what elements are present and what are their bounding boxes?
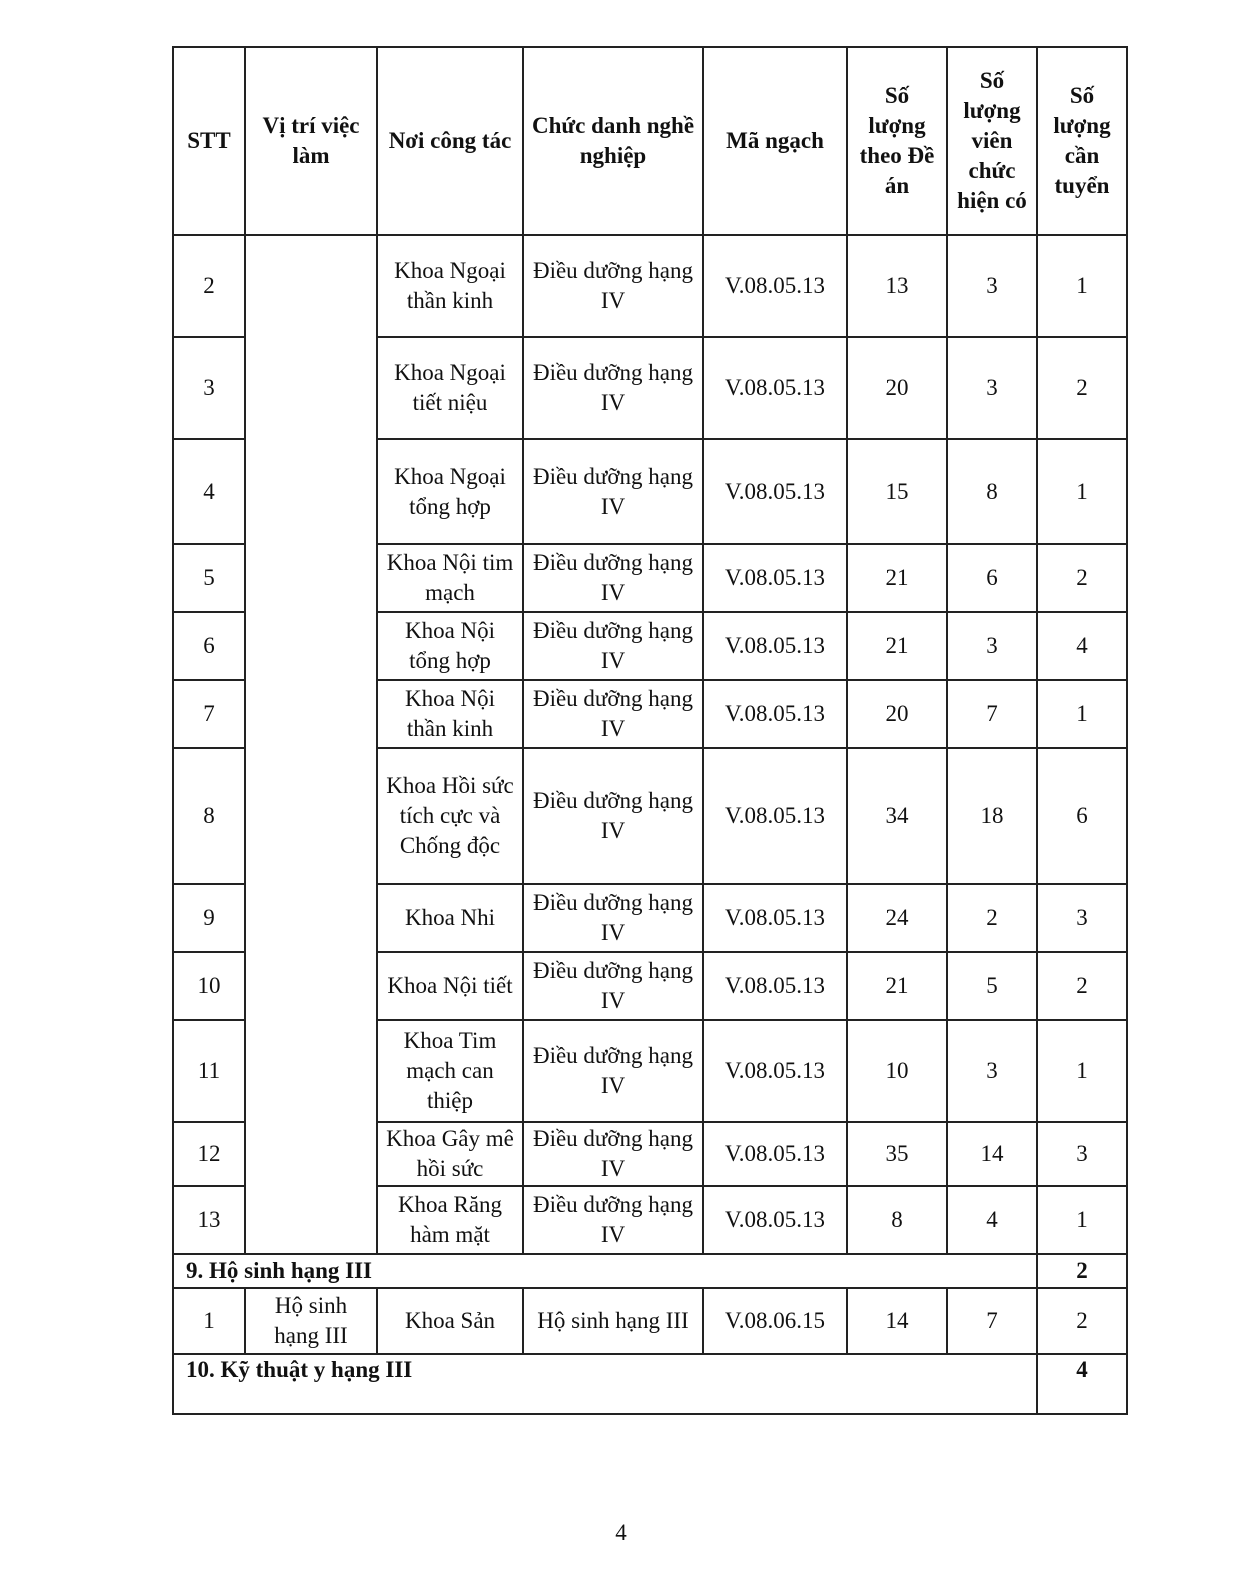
cell-chuc-danh: Điều dưỡng hạng IV xyxy=(523,235,703,337)
cell-so-luong-can-tuyen: 3 xyxy=(1037,1122,1127,1186)
header-row xyxy=(173,47,1127,235)
cell-stt: 4 xyxy=(173,439,245,544)
cell-ma-ngach: V.08.05.13 xyxy=(703,1186,847,1254)
cell-chuc-danh: Điều dưỡng hạng IV xyxy=(523,1020,703,1122)
cell-vi-tri xyxy=(245,235,377,1254)
cell-stt: 11 xyxy=(173,1020,245,1122)
cell-so-luong-de-an: 24 xyxy=(847,884,947,952)
cell-noi-cong-tac: Khoa Hồi sức tích cực và Chống độc xyxy=(377,748,523,884)
cell-so-luong-de-an: 8 xyxy=(847,1186,947,1254)
cell-so-luong-can-tuyen: 3 xyxy=(1037,884,1127,952)
cell-noi: Khoa Sản xyxy=(377,1288,523,1354)
cell-chuc-danh: Hộ sinh hạng III xyxy=(523,1288,703,1354)
cell-ma-ngach: V.08.05.13 xyxy=(703,337,847,439)
cell-stt: 2 xyxy=(173,235,245,337)
cell-so-luong-can-tuyen: 2 xyxy=(1037,337,1127,439)
cell-ma-ngach: V.08.05.13 xyxy=(703,1122,847,1186)
cell-stt: 8 xyxy=(173,748,245,884)
cell-so-luong-can-tuyen: 4 xyxy=(1037,612,1127,680)
cell-stt: 12 xyxy=(173,1122,245,1186)
header-so-luong-hien-co: Số lượng viên chức hiện có xyxy=(947,47,1037,235)
cell-hien-co: 7 xyxy=(947,1288,1037,1354)
cell-so-luong-can-tuyen: 2 xyxy=(1037,952,1127,1020)
cell-noi-cong-tac: Khoa Nội thần kinh xyxy=(377,680,523,748)
cell-so-luong-can-tuyen: 1 xyxy=(1037,680,1127,748)
header-ma-ngach: Mã ngạch xyxy=(703,47,847,235)
header-vi-tri: Vị trí việc làm xyxy=(245,47,377,235)
cell-noi-cong-tac: Khoa Nội tổng hợp xyxy=(377,612,523,680)
cell-noi-cong-tac: Khoa Nhi xyxy=(377,884,523,952)
cell-stt: 1 xyxy=(173,1288,245,1354)
cell-chuc-danh: Điều dưỡng hạng IV xyxy=(523,439,703,544)
cell-stt: 6 xyxy=(173,612,245,680)
cell-so-luong-hien-co: 4 xyxy=(947,1186,1037,1254)
cell-so-luong-hien-co: 2 xyxy=(947,884,1037,952)
cell-de-an: 14 xyxy=(847,1288,947,1354)
cell-so-luong-hien-co: 14 xyxy=(947,1122,1037,1186)
header-stt: STT xyxy=(173,47,245,235)
cell-ma-ngach: V.08.05.13 xyxy=(703,884,847,952)
cell-so-luong-de-an: 21 xyxy=(847,544,947,612)
cell-stt: 7 xyxy=(173,680,245,748)
cell-ma: V.08.06.15 xyxy=(703,1288,847,1354)
cell-noi-cong-tac: Khoa Nội tiết xyxy=(377,952,523,1020)
section-title: 10. Kỹ thuật y hạng III xyxy=(173,1354,1037,1414)
cell-so-luong-hien-co: 18 xyxy=(947,748,1037,884)
cell-chuc-danh: Điều dưỡng hạng IV xyxy=(523,612,703,680)
cell-noi-cong-tac: Khoa Ngoại tiết niệu xyxy=(377,337,523,439)
cell-ma-ngach: V.08.05.13 xyxy=(703,544,847,612)
cell-chuc-danh: Điều dưỡng hạng IV xyxy=(523,748,703,884)
page-number: 4 xyxy=(615,1520,627,1545)
table-row xyxy=(173,1288,1127,1354)
section-row xyxy=(173,1354,1127,1414)
cell-stt: 5 xyxy=(173,544,245,612)
cell-so-luong-de-an: 21 xyxy=(847,952,947,1020)
cell-so-luong-hien-co: 3 xyxy=(947,612,1037,680)
cell-so-luong-de-an: 20 xyxy=(847,680,947,748)
cell-chuc-danh: Điều dưỡng hạng IV xyxy=(523,544,703,612)
cell-so-luong-de-an: 21 xyxy=(847,612,947,680)
cell-noi-cong-tac: Khoa Tim mạch can thiệp xyxy=(377,1020,523,1122)
header-chuc-danh: Chức danh nghề nghiệp xyxy=(523,47,703,235)
cell-ma-ngach: V.08.05.13 xyxy=(703,748,847,884)
cell-noi-cong-tac: Khoa Nội tim mạch xyxy=(377,544,523,612)
cell-so-luong-can-tuyen: 6 xyxy=(1037,748,1127,884)
cell-so-luong-de-an: 13 xyxy=(847,235,947,337)
cell-so-luong-de-an: 35 xyxy=(847,1122,947,1186)
cell-so-luong-hien-co: 5 xyxy=(947,952,1037,1020)
cell-ma-ngach: V.08.05.13 xyxy=(703,1020,847,1122)
cell-noi-cong-tac: Khoa Gây mê hồi sức xyxy=(377,1122,523,1186)
cell-chuc-danh: Điều dưỡng hạng IV xyxy=(523,337,703,439)
cell-chuc-danh: Điều dưỡng hạng IV xyxy=(523,680,703,748)
recruitment-table xyxy=(172,46,1128,1415)
cell-so-luong-can-tuyen: 1 xyxy=(1037,1186,1127,1254)
cell-ma-ngach: V.08.05.13 xyxy=(703,680,847,748)
cell-can-tuyen: 2 xyxy=(1037,1288,1127,1354)
cell-chuc-danh: Điều dưỡng hạng IV xyxy=(523,884,703,952)
cell-so-luong-hien-co: 6 xyxy=(947,544,1037,612)
cell-so-luong-hien-co: 3 xyxy=(947,235,1037,337)
header-so-luong-de-an: Số lượng theo Đề án xyxy=(847,47,947,235)
cell-chuc-danh: Điều dưỡng hạng IV xyxy=(523,952,703,1020)
cell-so-luong-can-tuyen: 1 xyxy=(1037,439,1127,544)
cell-so-luong-de-an: 20 xyxy=(847,337,947,439)
cell-so-luong-can-tuyen: 1 xyxy=(1037,1020,1127,1122)
section-total: 2 xyxy=(1037,1254,1127,1288)
cell-so-luong-de-an: 10 xyxy=(847,1020,947,1122)
cell-noi-cong-tac: Khoa Ngoại tổng hợp xyxy=(377,439,523,544)
cell-so-luong-can-tuyen: 2 xyxy=(1037,544,1127,612)
cell-stt: 10 xyxy=(173,952,245,1020)
cell-so-luong-hien-co: 8 xyxy=(947,439,1037,544)
table-row xyxy=(173,235,1127,337)
cell-ma-ngach: V.08.05.13 xyxy=(703,235,847,337)
cell-so-luong-can-tuyen: 1 xyxy=(1037,235,1127,337)
cell-ma-ngach: V.08.05.13 xyxy=(703,439,847,544)
section-title: 9. Hộ sinh hạng III xyxy=(173,1254,1037,1288)
cell-so-luong-de-an: 15 xyxy=(847,439,947,544)
section-row xyxy=(173,1254,1127,1288)
header-so-luong-can-tuyen: Số lượng cần tuyển xyxy=(1037,47,1127,235)
cell-chuc-danh: Điều dưỡng hạng IV xyxy=(523,1122,703,1186)
cell-chuc-danh: Điều dưỡng hạng IV xyxy=(523,1186,703,1254)
cell-stt: 3 xyxy=(173,337,245,439)
cell-so-luong-hien-co: 3 xyxy=(947,337,1037,439)
cell-ma-ngach: V.08.05.13 xyxy=(703,952,847,1020)
cell-so-luong-hien-co: 7 xyxy=(947,680,1037,748)
cell-so-luong-hien-co: 3 xyxy=(947,1020,1037,1122)
cell-stt: 13 xyxy=(173,1186,245,1254)
cell-noi-cong-tac: Khoa Răng hàm mặt xyxy=(377,1186,523,1254)
section-total: 4 xyxy=(1037,1354,1127,1414)
cell-so-luong-de-an: 34 xyxy=(847,748,947,884)
cell-ma-ngach: V.08.05.13 xyxy=(703,612,847,680)
cell-stt: 9 xyxy=(173,884,245,952)
header-noi-cong-tac: Nơi công tác xyxy=(377,47,523,235)
cell-noi-cong-tac: Khoa Ngoại thần kinh xyxy=(377,235,523,337)
cell-vi-tri: Hộ sinh hạng III xyxy=(245,1288,377,1354)
